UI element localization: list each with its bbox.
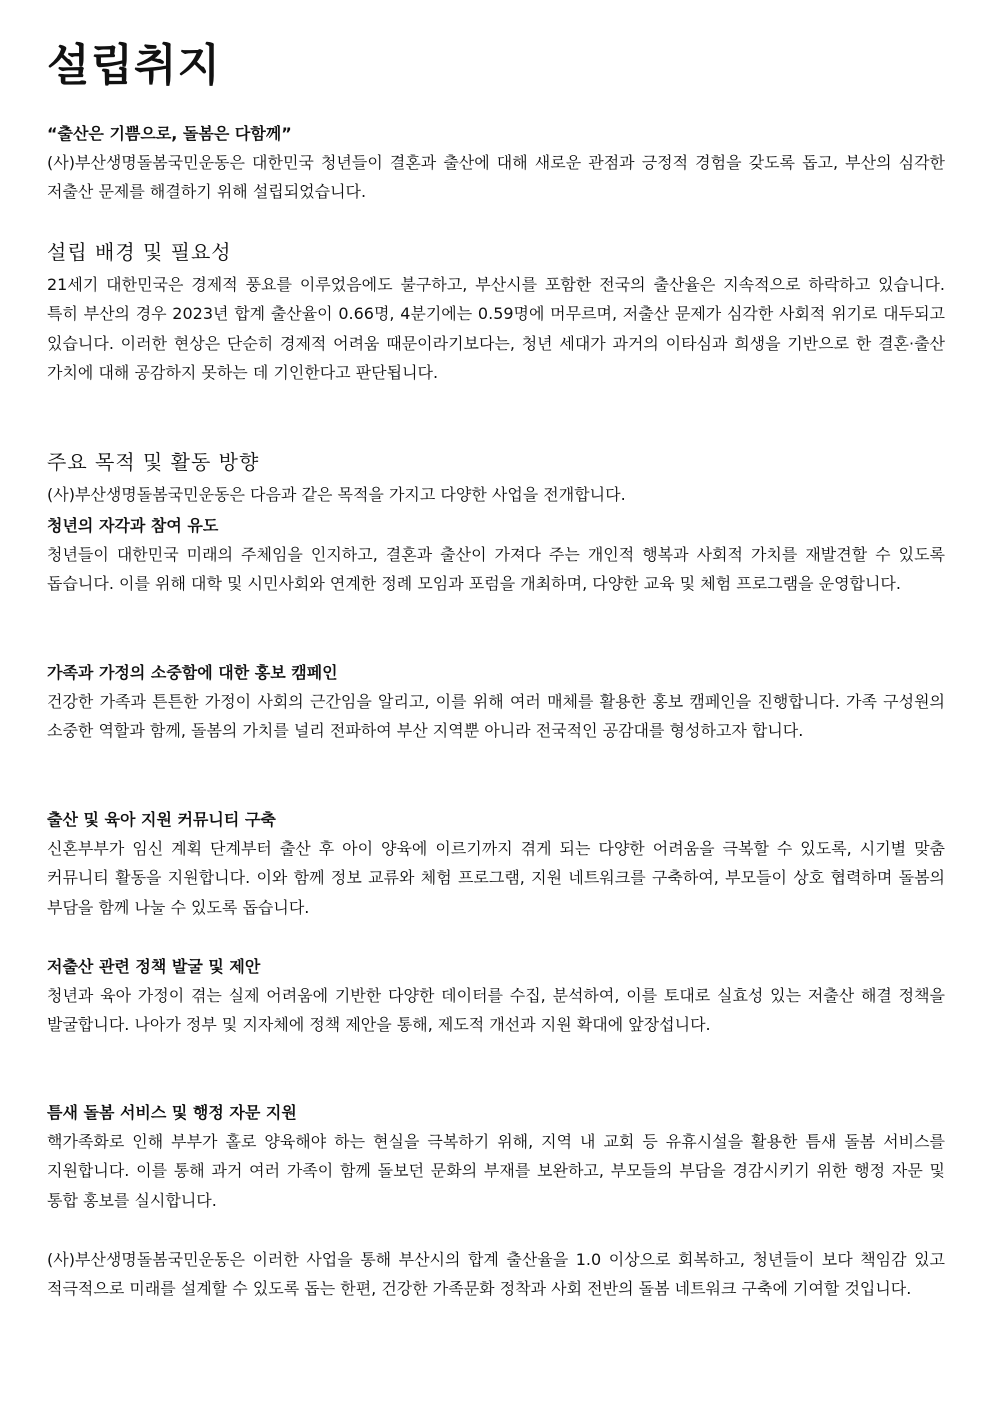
purpose-item-title: 출산 및 육아 지원 커뮤니티 구축 <box>47 810 276 829</box>
purpose-item-community <box>47 805 945 922</box>
purpose-section <box>47 447 945 509</box>
page-title: 설립취지 <box>47 40 222 91</box>
slogan: “출산은 기쁨으로, 돌봄은 다함께” <box>47 124 292 143</box>
closing-paragraph: (사)부산생명돌봄국민운동은 이러한 사업을 통해 부산시의 합계 출산율을 1.0 이상으로 회복하고, 청년들이 보다 책임감 있고 적극적으로 미래를 설계할 수 있도록 돕는 한편, 건강한 가족문화 정착과 사회 전반의 돌봄 네트워크 구축에 기여할 것입니다. <box>47 1250 945 1299</box>
purpose-item-body: 건강한 가족과 튼튼한 가정이 사회의 근간임을 알리고, 이를 위해 여러 매체를 활용한 홍보 캠페인을 진행합니다. 가족 구성원의 소중한 역할과 함께, 돌봄의 가치를 널리 전파하여 부산 지역뿐 아니라 전국적인 공감대를 형성하고자 합니다. <box>47 692 945 741</box>
purpose-lead: (사)부산생명돌봄국민운동은 다음과 같은 목적을 가지고 다양한 사업을 전개합니다. <box>47 485 626 504</box>
purpose-item-title: 청년의 자각과 참여 유도 <box>47 516 219 535</box>
intro-paragraph: (사)부산생명돌봄국민운동은 대한민국 청년들이 결혼과 출산에 대해 새로운 관점과 긍정적 경험을 갖도록 돕고, 부산의 심각한 저출산 문제를 해결하기 위해 설립되었습니다. <box>47 153 945 202</box>
closing-section <box>47 1245 945 1304</box>
purpose-heading: 주요 목적 및 활동 방향 <box>47 450 260 474</box>
purpose-item-policy <box>47 952 945 1040</box>
purpose-item-body: 청년과 육아 가정이 겪는 실제 어려움에 기반한 다양한 데이터를 수집, 분석하여, 이를 토대로 실효성 있는 저출산 해결 정책을 발굴합니다. 나아가 정부 및 지자체에 정책 제안을 통해, 제도적 개선과 지원 확대에 앞장섭니다. <box>47 986 945 1035</box>
purpose-item-youth <box>47 511 945 599</box>
purpose-item-body: 신혼부부가 임신 계획 단계부터 출산 후 아이 양육에 이르기까지 겪게 되는 다양한 어려움을 극복할 수 있도록, 시기별 맞춤 커뮤니티 활동을 지원합니다. 이와 함께 정보 교류와 체험 프로그램, 지원 네트워크를 구축하여, 부모들이 상호 협력하며 돌봄의 부담을 함께 나눌 수 있도록 돕습니다. <box>47 839 945 917</box>
purpose-item-title: 저출산 관련 정책 발굴 및 제안 <box>47 957 261 976</box>
intro-section <box>47 119 945 207</box>
background-paragraph: 21세기 대한민국은 경제적 풍요를 이루었음에도 불구하고, 부산시를 포함한 전국의 출산율은 지속적으로 하락하고 있습니다. 특히 부산의 경우 2023년 합계 출산율이 0.66명, 4분기에는 0.59명에 머무르며, 저출산 문제가 심각한 사회적 위기로 대두되고 있습니다. 이러한 현상은 단순히 경제적 어려움 때문이라기보다는, 청년 세대가 과거의 이타심과 희생을 기반으로 한 결혼·출산 가치에 대해 공감하지 못하는 데 기인한다고 판단됩니다. <box>47 275 945 383</box>
purpose-item-body: 청년들이 대한민국 미래의 주체임을 인지하고, 결혼과 출산이 가져다 주는 개인적 행복과 사회적 가치를 재발견할 수 있도록 돕습니다. 이를 위해 대학 및 시민사회와 연계한 정례 모임과 포럼을 개최하며, 다양한 교육 및 체험 프로그램을 운영합니다. <box>47 545 945 594</box>
background-section <box>47 237 945 388</box>
purpose-item-body: 핵가족화로 인해 부부가 홀로 양육해야 하는 현실을 극복하기 위해, 지역 내 교회 등 유휴시설을 활용한 틈새 돌봄 서비스를 지원합니다. 이를 통해 과거 여러 가족이 함께 돌보던 문화의 부재를 보완하고, 부모들의 부담을 경감시키기 위한 행정 자문 및 통합 홍보를 실시합니다. <box>47 1132 945 1210</box>
purpose-item-title: 가족과 가정의 소중함에 대한 홍보 캠페인 <box>47 663 338 682</box>
purpose-item-campaign <box>47 658 945 746</box>
purpose-item-title: 틈새 돌봄 서비스 및 행정 자문 지원 <box>47 1103 297 1122</box>
purpose-item-care <box>47 1098 945 1215</box>
background-heading: 설립 배경 및 필요성 <box>47 240 232 264</box>
